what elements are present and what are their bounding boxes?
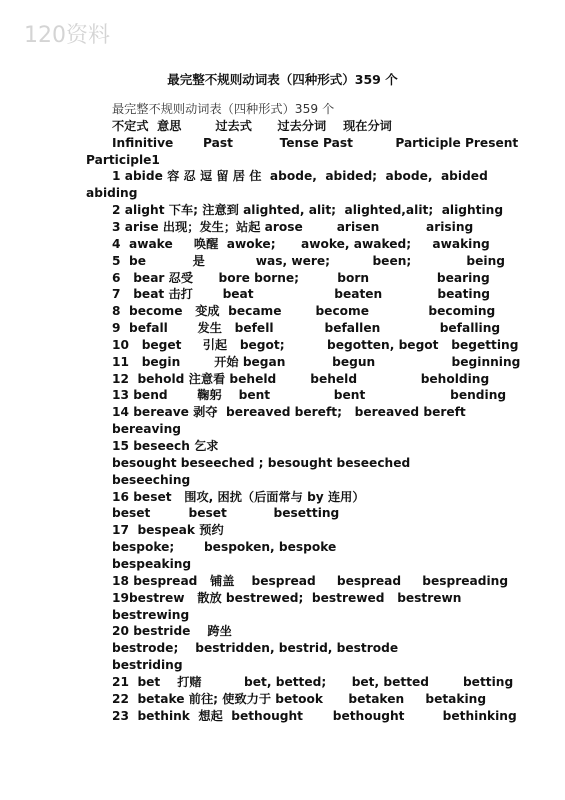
verb-line: 1 abide 容 忍 逗 留 居 住 abode, abided; abode, abided bbox=[112, 169, 488, 184]
verb-line: abiding bbox=[86, 186, 138, 201]
verb-line: 16 beset 围攻, 困扰（后面常与 by 连用） bbox=[112, 489, 365, 504]
verb-line: bestriding bbox=[112, 658, 183, 673]
verb-line: 19bestrew 散放 bestrewed; bestrewed bestrewn bbox=[112, 590, 462, 605]
verb-line: 不定式 意思 过去式 过去分词 现在分词 bbox=[112, 118, 392, 133]
verb-line: 10 beget 引起 begot; begotten, begot begetting bbox=[112, 337, 519, 352]
verb-line: 15 beseech 乞求 bbox=[112, 439, 219, 453]
verb-line: 3 arise 出现；发生；站起 arose arisen arising bbox=[112, 219, 474, 234]
verb-line: bestrode; bestridden, bestrid, bestrode bbox=[112, 641, 399, 656]
verb-line: 6 bear 忍受 bore borne; born bearing bbox=[112, 270, 490, 285]
verb-line: 4 awake 唤醒 awoke; awoke, awaked; awaking bbox=[112, 236, 490, 251]
page-title: 最完整不规则动词表（四种形式）359 个 bbox=[167, 72, 398, 87]
verb-line: 7 beat 击打 beat beaten beating bbox=[112, 287, 490, 302]
verb-line: Infinitive Past Tense Past Participle Present bbox=[112, 135, 519, 150]
verb-line: bestrewing bbox=[112, 607, 190, 622]
verb-line: beseeching bbox=[112, 472, 191, 487]
subtitle: 最完整不规则动词表（四种形式）359 个 bbox=[112, 102, 335, 116]
verb-line: Participle1 bbox=[86, 152, 160, 167]
verb-line: 20 bestride 跨坐 bbox=[112, 624, 232, 639]
verb-line: beset beset besetting bbox=[112, 506, 340, 521]
verb-line: 5 be 是 was, were; been; being bbox=[112, 253, 505, 268]
verb-line: 22 betake 前往; 使致力于 betook betaken betaking bbox=[112, 691, 487, 706]
verb-line: bereaving bbox=[112, 422, 182, 437]
verb-line: bespoke; bespoken, bespoke bbox=[112, 540, 337, 555]
verb-line: 12 behold 注意看 beheld beheld beholding bbox=[112, 371, 490, 386]
verb-line: bespeaking bbox=[112, 556, 192, 571]
verb-line: 17 bespeak 预约 bbox=[112, 523, 224, 538]
verb-line: 9 befall 发生 befell befallen befalling bbox=[112, 321, 501, 336]
verb-line: 21 bet 打赌 bet, betted; bet, betted betting bbox=[112, 674, 514, 689]
watermark: 120资料 bbox=[24, 23, 110, 48]
verb-line: 2 alight 下车; 注意到 alighted, alit; alighted,alit; alighting bbox=[112, 203, 504, 218]
verb-line: 11 begin 开始 began begun beginning bbox=[112, 354, 521, 369]
verb-line: 18 bespread 铺盖 bespread bespread bespreading bbox=[112, 573, 509, 588]
verb-line: 14 bereave 剥夺 bereaved bereft; bereaved bereft bbox=[112, 405, 466, 420]
verb-line: 8 become 变成 became become becoming bbox=[112, 304, 496, 319]
verb-line: 13 bend 鞠躬 bent bent bending bbox=[112, 388, 507, 403]
verb-line: 23 bethink 想起 bethought bethought bethinking bbox=[112, 708, 517, 723]
verb-line: besought beseeched ; besought beseeched bbox=[112, 455, 411, 470]
